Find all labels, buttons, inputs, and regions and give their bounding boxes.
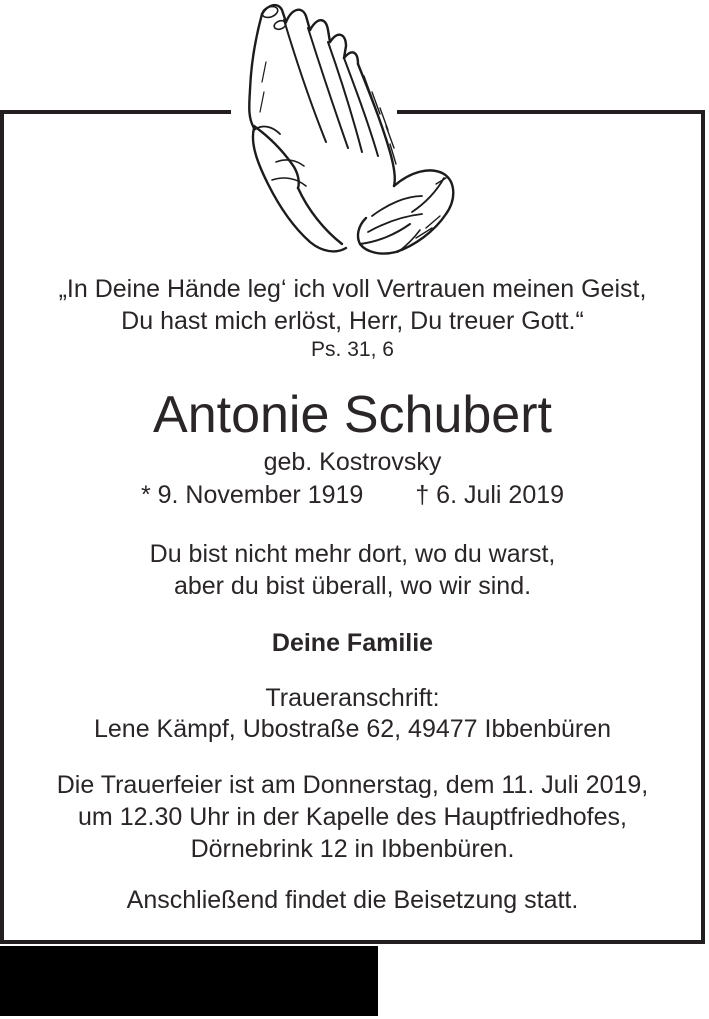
birth-date: * 9. November 1919	[140, 481, 364, 509]
funeral-line-1: Die Trauerfeier ist am Donnerstag, dem 11. Juli 2019,	[56, 771, 649, 799]
epitaph-line-1: „In Deine Hände leg‘ ich voll Vertrauen meinen Geist,	[58, 275, 647, 303]
funeral-line-3: Dörnebrink 12 in Ibbenbüren.	[190, 835, 515, 863]
epitaph-source: Ps. 31, 6	[311, 338, 394, 361]
family-signature: Deine Familie	[271, 629, 434, 657]
closing-line: Anschließend findet die Beisetzung statt.	[126, 886, 579, 914]
deceased-name: Antonie Schubert	[153, 386, 552, 444]
funeral-details	[0, 769, 705, 865]
maiden-name: geb. Kostrovsky	[263, 448, 442, 476]
praying-hands-icon	[248, 2, 458, 257]
epitaph-quote	[0, 273, 705, 337]
poem-line-2: aber du bist überall, wo wir sind.	[173, 572, 532, 600]
mourning-address-label: Traueranschrift:	[265, 684, 440, 712]
mourning-address-value: Lene Kämpf, Ubostraße 62, 49477 Ibbenbüren	[93, 715, 612, 743]
funeral-line-2: um 12.30 Uhr in der Kapelle des Hauptfriedhofes,	[78, 803, 627, 831]
poem-line-1: Du bist nicht mehr dort, wo du warst,	[149, 540, 556, 568]
memorial-poem	[0, 538, 705, 602]
redacted-block	[0, 946, 378, 1016]
mourning-address	[0, 683, 705, 745]
epitaph-line-2: Du hast mich erlöst, Herr, Du treuer Gott.“	[121, 307, 584, 335]
death-date: † 6. Juli 2019	[415, 481, 565, 509]
life-dates	[0, 480, 705, 510]
